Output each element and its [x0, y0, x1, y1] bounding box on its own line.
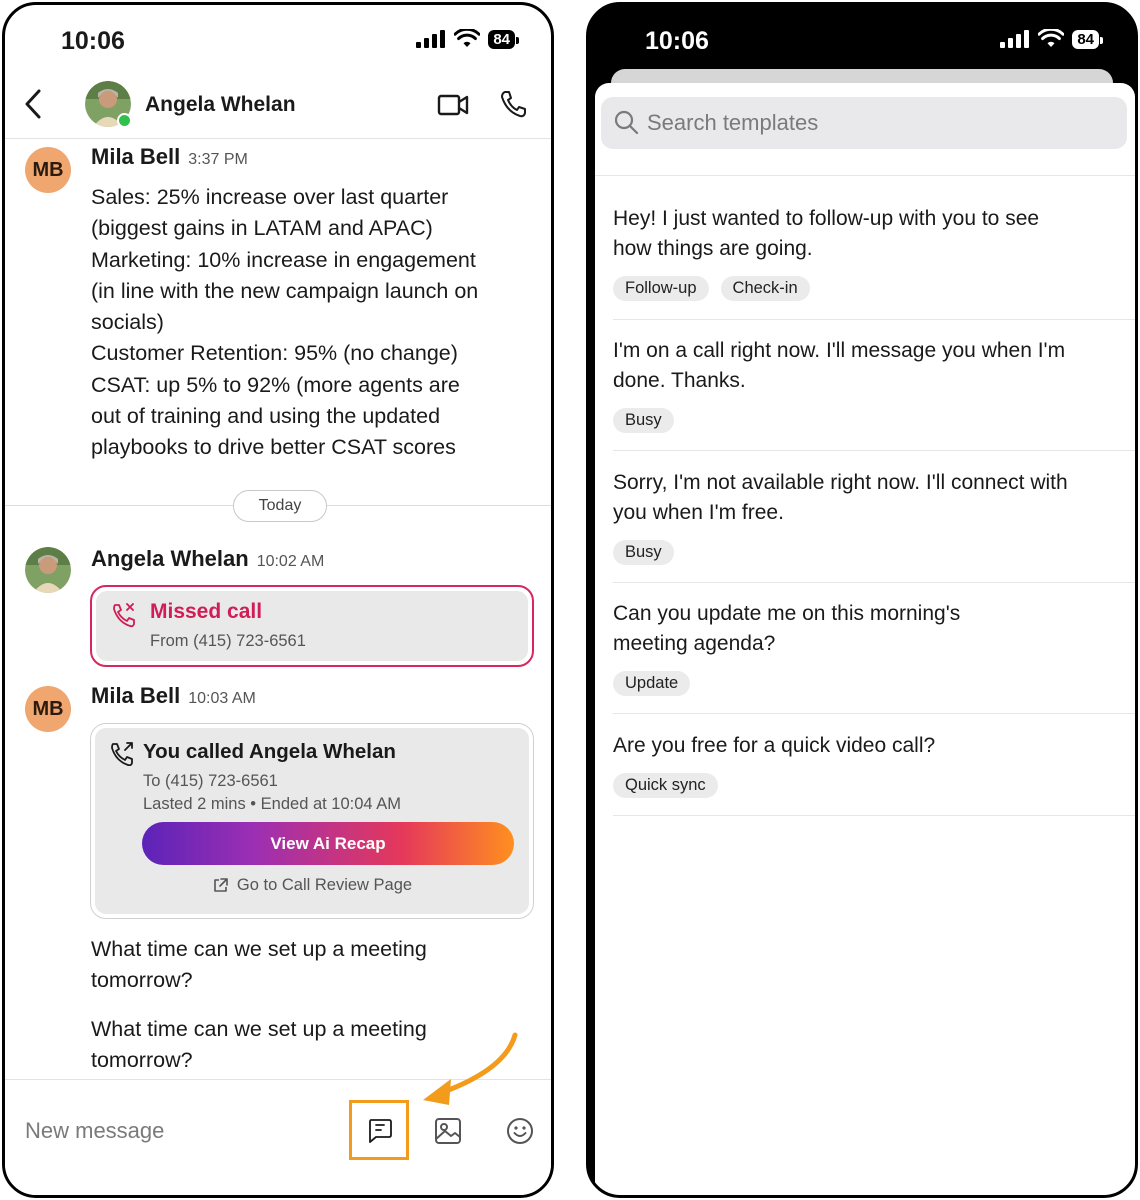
template-line: you when I'm free.: [613, 501, 784, 524]
template-line: Hey! I just wanted to follow-up with you to see: [613, 207, 1040, 230]
status-bar: [5, 5, 551, 75]
online-status-dot: [117, 113, 132, 128]
template-tag: Busy: [613, 408, 674, 433]
sender-name: Angela Whelan: [91, 546, 249, 571]
item-separator: [613, 713, 1135, 714]
template-tag: Check-in: [721, 276, 810, 301]
missed-call-icon: [110, 601, 138, 629]
missed-call-number: From (415) 723-6561: [150, 632, 306, 650]
message-line: Sales: 25% increase over last quarter: [91, 185, 449, 209]
date-divider-label: Today: [233, 490, 327, 522]
message-sender: [91, 546, 324, 572]
message-line: What time can we set up a meeting: [91, 1017, 427, 1041]
status-icons: [1000, 29, 1099, 49]
message-body: [91, 934, 541, 997]
templates-button[interactable]: [349, 1100, 409, 1160]
view-ai-recap-button[interactable]: View Ai Recap: [142, 822, 514, 865]
template-icon: [365, 1116, 393, 1144]
template-text: [613, 599, 1138, 659]
template-line: Can you update me on this morning's: [613, 602, 961, 625]
status-bar: [589, 5, 1135, 75]
back-chevron-icon[interactable]: [19, 87, 49, 121]
template-tags: [613, 671, 1138, 696]
template-item[interactable]: [613, 599, 1138, 696]
message-line: (in line with the new campaign launch on: [91, 278, 479, 303]
item-separator: [613, 319, 1135, 320]
template-text: [613, 204, 1138, 264]
template-item[interactable]: [613, 731, 1138, 798]
missed-call-card[interactable]: [90, 585, 534, 667]
status-icons: [416, 29, 515, 49]
emoji-icon[interactable]: [505, 1116, 535, 1146]
template-line: meeting agenda?: [613, 632, 776, 655]
template-line: I'm on a call right now. I'll message you when I'm: [613, 339, 1066, 362]
message-line: CSAT: up 5% to 92% (more agents are: [91, 372, 460, 397]
outgoing-call-title: You called Angela Whelan: [143, 740, 396, 763]
template-line: done. Thanks.: [613, 369, 746, 392]
template-tags: [613, 773, 1138, 798]
outgoing-call-number: To (415) 723-6561: [143, 772, 278, 790]
message-line: Customer Retention: 95% (no change): [91, 341, 458, 366]
sender-name: Mila Bell: [91, 683, 181, 708]
template-text: [613, 731, 1138, 761]
outgoing-call-card-body: [95, 728, 529, 914]
template-text: [613, 336, 1138, 396]
template-item[interactable]: [613, 468, 1138, 565]
outgoing-call-details: Lasted 2 mins • Ended at 10:04 AM: [143, 795, 402, 813]
message-time: 10:02 AM: [256, 553, 325, 570]
template-item[interactable]: [613, 204, 1138, 301]
search-divider: [595, 175, 1135, 176]
templates-sheet: [595, 83, 1135, 1195]
message-line: What time can we set up a meeting: [91, 937, 427, 961]
sender-avatar-mb[interactable]: MB: [25, 147, 71, 193]
template-tags: [613, 408, 1138, 433]
wifi-icon: [1038, 29, 1064, 49]
template-line: how things are going.: [613, 237, 813, 260]
template-tag: Quick sync: [613, 773, 718, 798]
template-tag: Update: [613, 671, 690, 696]
message-line: socials): [91, 310, 164, 335]
search-icon: [613, 109, 639, 135]
search-templates-input[interactable]: [647, 107, 1107, 139]
phone-call-icon[interactable]: [499, 89, 527, 119]
template-text: [613, 468, 1138, 528]
compose-bar: [5, 1079, 551, 1195]
status-time: 10:06: [645, 27, 709, 55]
item-separator: [613, 582, 1135, 583]
video-call-icon[interactable]: [437, 91, 469, 119]
message-line: (biggest gains in LATAM and APAC): [91, 216, 433, 241]
message-line: out of training and using the updated: [91, 404, 441, 429]
battery-indicator: 84: [1072, 30, 1099, 49]
chat-screen: [2, 2, 554, 1198]
message-time: 10:03 AM: [188, 690, 256, 707]
message-body: [91, 182, 541, 464]
status-time: 10:06: [61, 27, 125, 55]
message-sender: [91, 144, 248, 170]
search-bar[interactable]: [601, 97, 1127, 149]
template-item[interactable]: [613, 336, 1138, 433]
outgoing-call-card: [90, 723, 534, 919]
missed-call-card-body: [96, 591, 528, 661]
battery-indicator: 84: [488, 30, 515, 49]
call-review-link[interactable]: [95, 876, 529, 895]
item-separator: [613, 815, 1135, 816]
outgoing-call-icon: [109, 740, 135, 766]
template-tag: Follow-up: [613, 276, 709, 301]
template-tag: Busy: [613, 540, 674, 565]
message-sender: [91, 683, 256, 709]
image-icon[interactable]: [433, 1116, 463, 1146]
templates-screen: [586, 2, 1138, 1198]
item-separator: [613, 450, 1135, 451]
call-review-link-label: Go to Call Review Page: [236, 876, 413, 894]
message-line: tomorrow?: [91, 968, 193, 993]
template-tags: [613, 540, 1138, 565]
external-link-icon: [212, 877, 229, 894]
template-tags: [613, 276, 1138, 301]
sender-name: Mila Bell: [91, 144, 181, 169]
signal-icon: [416, 30, 446, 48]
signal-icon: [1000, 30, 1030, 48]
message-line: Marketing: 10% increase in engagement: [91, 247, 476, 272]
contact-name[interactable]: Angela Whelan: [145, 93, 296, 116]
sender-avatar-mb[interactable]: MB: [25, 686, 71, 732]
sender-avatar-angela[interactable]: [25, 547, 71, 593]
template-line: Sorry, I'm not available right now. I'll connect with: [613, 471, 1068, 494]
message-time: 3:37 PM: [188, 151, 248, 168]
message-line: tomorrow?: [91, 1048, 193, 1073]
missed-call-title: Missed call: [150, 600, 263, 623]
new-message-input[interactable]: New message: [25, 1118, 165, 1143]
chat-header: [5, 75, 551, 139]
wifi-icon: [454, 29, 480, 49]
message-body: [91, 1014, 541, 1077]
message-line: playbooks to drive better CSAT scores: [91, 435, 456, 460]
template-line: Are you free for a quick video call?: [613, 734, 936, 757]
